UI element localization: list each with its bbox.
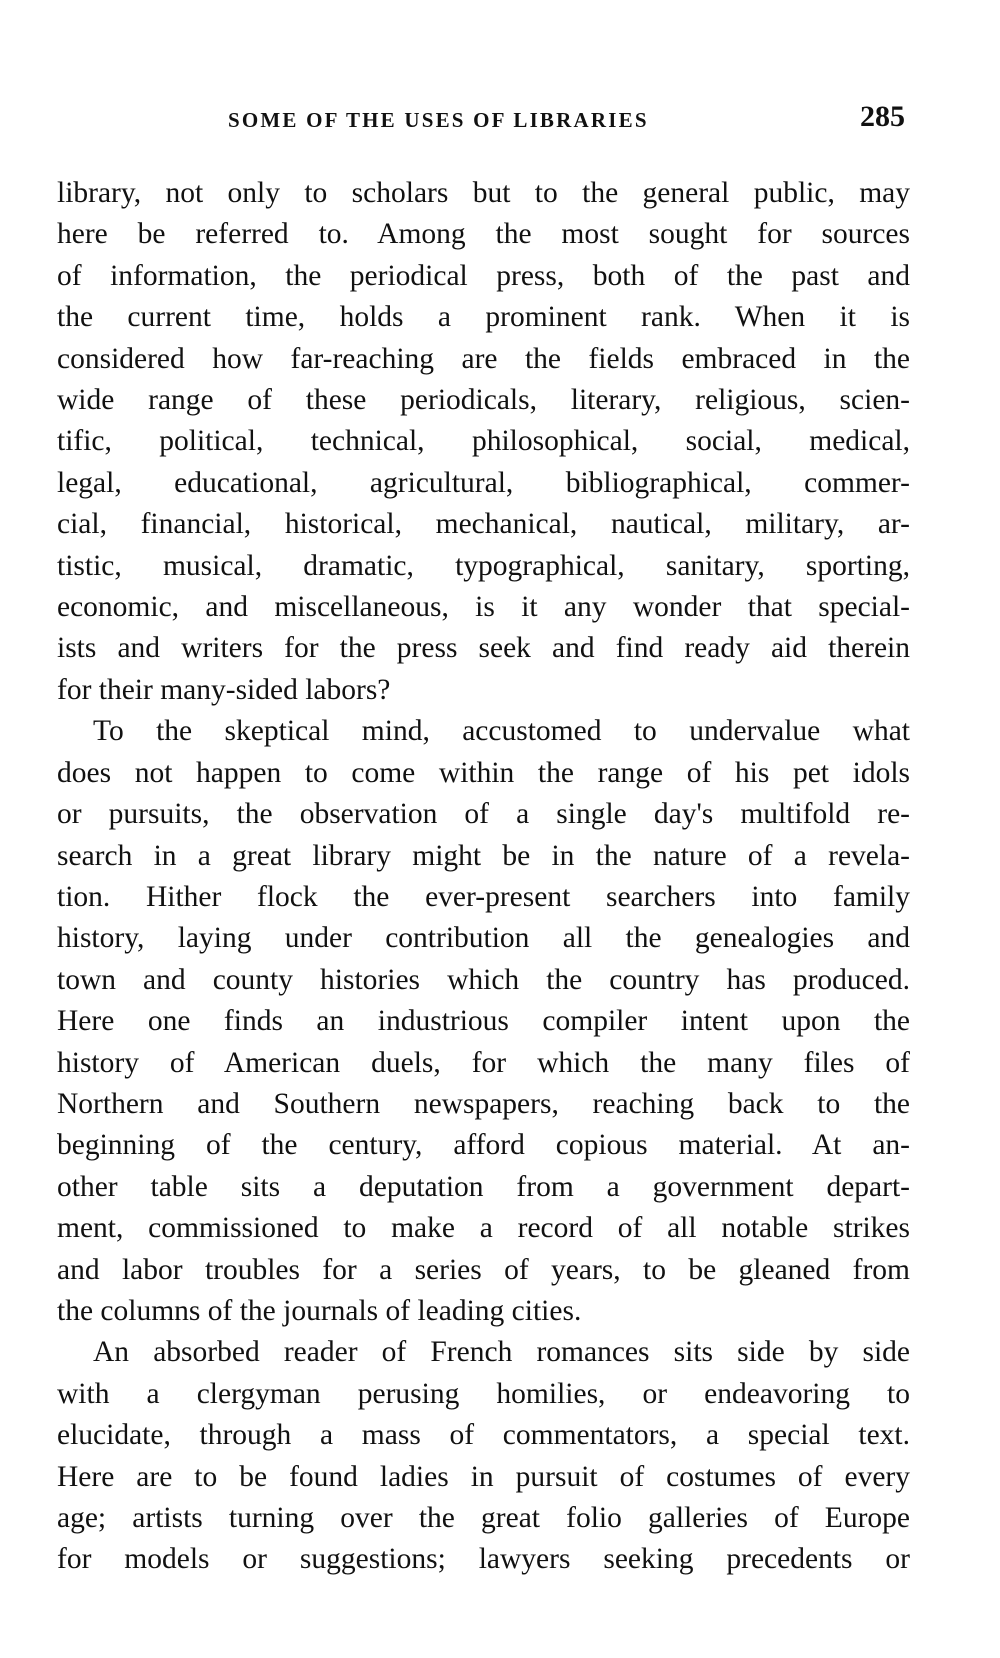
text-line: considered how far-reaching are the fields embraced in the — [57, 342, 910, 375]
text-line: does not happen to come within the range of his pet idols — [57, 756, 910, 789]
text-line: beginning of the century, afford copious material. At an- — [57, 1129, 910, 1162]
text-line: tistic, musical, dramatic, typographical, sanitary, sporting, — [57, 549, 910, 582]
text-line: Here one finds an industrious compiler intent upon the — [57, 1005, 910, 1038]
text-line: elucidate, through a mass of commentators, a special text. — [57, 1419, 910, 1452]
text-line: cial, financial, historical, mechanical, nautical, military, ar- — [57, 508, 910, 541]
text-line: for their many-sided labors? — [57, 673, 391, 706]
text-line: tion. Hither flock the ever-present searchers into family — [57, 880, 910, 913]
text-line: age; artists turning over the great folio galleries of Europe — [57, 1502, 910, 1534]
text-line: other table sits a deputation from a government depart- — [57, 1170, 910, 1203]
text-line: wide range of these periodicals, literary, religious, scien- — [57, 384, 910, 417]
text-line: with a clergyman perusing homilies, or endeavoring to — [57, 1377, 910, 1410]
body-text — [57, 173, 910, 1581]
running-header: SOME OF THE USES OF LIBRARIES — [228, 108, 649, 132]
text-line: library, not only to scholars but to the general public, may — [57, 177, 910, 209]
text-line: and labor troubles for a series of years, to be gleaned from — [57, 1253, 910, 1286]
text-line: Northern and Southern newspapers, reaching back to the — [57, 1087, 910, 1120]
text-line: here be referred to. Among the most sought for sources — [57, 218, 910, 251]
paragraph — [57, 711, 910, 1332]
text-line: of information, the periodical press, both of the past and — [57, 259, 910, 292]
text-line: ment, commissioned to make a record of all notable strikes — [57, 1212, 910, 1245]
text-line: tific, political, technical, philosophical, social, medical, — [57, 425, 910, 458]
text-line: for models or suggestions; lawyers seeking precedents or — [57, 1543, 910, 1576]
text-line: history of American duels, for which the many files of — [57, 1046, 910, 1079]
text-line: ists and writers for the press seek and find ready aid therein — [57, 632, 910, 665]
text-line: town and county histories which the country has produced. — [57, 963, 910, 996]
text-line: the columns of the journals of leading cities. — [57, 1294, 582, 1327]
text-line: legal, educational, agricultural, bibliographical, commer- — [57, 466, 910, 499]
text-line: To the skeptical mind, accustomed to undervalue what — [93, 715, 910, 748]
text-line: Here are to be found ladies in pursuit of costumes of every — [57, 1460, 910, 1493]
text-line: An absorbed reader of French romances sits side by side — [93, 1336, 910, 1369]
text-line: the current time, holds a prominent rank. When it is — [57, 301, 910, 334]
text-line: economic, and miscellaneous, is it any wonder that special- — [57, 591, 910, 624]
text-line: search in a great library might be in the nature of a revela- — [57, 839, 910, 872]
text-line: or pursuits, the observation of a single day's multifold re- — [57, 798, 910, 831]
paragraph — [57, 1332, 910, 1580]
page-number: 285 — [860, 100, 905, 133]
paragraph — [57, 173, 910, 711]
text-line: history, laying under contribution all the genealogies and — [57, 922, 910, 955]
